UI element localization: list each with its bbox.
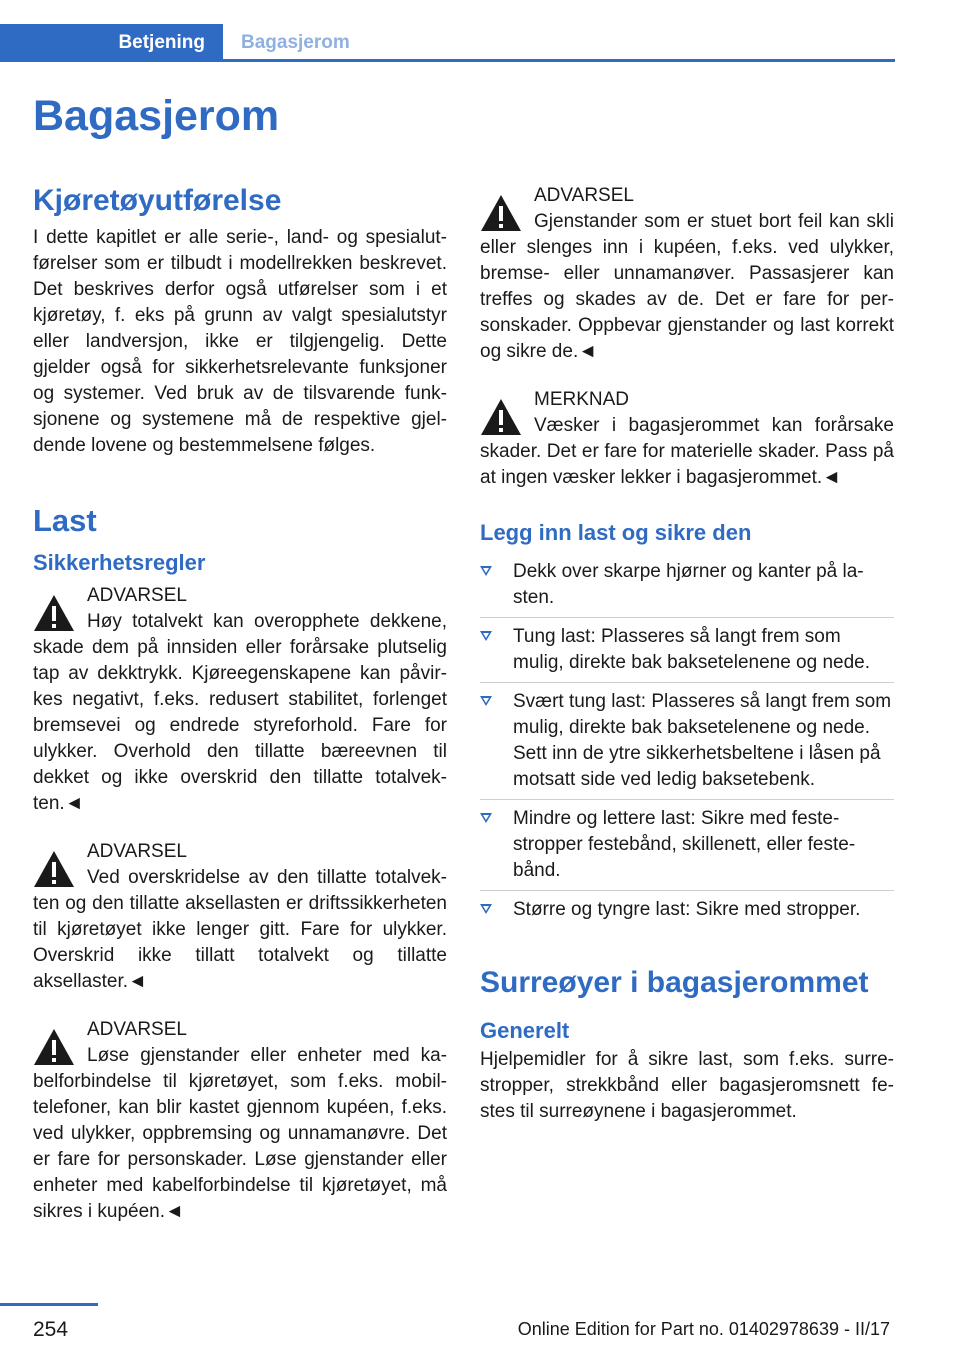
header-rule — [223, 59, 895, 62]
left-column — [33, 183, 447, 1225]
triangle-bullet-icon — [480, 813, 492, 823]
heading-safety: Sikkerhetsregler — [33, 550, 206, 575]
warning-text: Høy totalvekt kan overopphete dekkene, skade dem på innsiden eller forårsake plutselig tap av dekktrykk. Kjøreegenskapene kan påvirkes negativt, f.eks. redusert stabilitet, forlenget bremsevei og endrede styreforhold. Fare for ulykker. Overhold den tillatte bæreevnen til dekket og ikke overskrid den tillatte totalvekten.◄ — [33, 611, 447, 814]
triangle-bullet-icon — [480, 566, 492, 576]
list-item-text: Svært tung last: Plasseres så langt frem som mulig, direkte bak baksetelenene og nede. Sett inn de ytre sikkerhetsbeltene i låsen på motsatt side ved ledig baksetebenk. — [513, 691, 892, 790]
notice-text: Væsker i bagasjerommet kan forårsake skader. Det er fare for materielle skader. Pass på at ingen væsker lekker i bagasjerommet.◄ — [480, 415, 894, 488]
notice-label: MERKNAD — [534, 389, 630, 410]
warning-block — [33, 1017, 447, 1225]
load-steps-list — [480, 553, 894, 929]
tab-bagasjerom[interactable]: Bagasjerom — [241, 32, 350, 53]
warning-triangle-icon — [480, 397, 522, 437]
right-column — [480, 183, 894, 1125]
warning-triangle-icon — [33, 1027, 75, 1067]
paragraph-general: Hjelpemidler for å sikre last, som f.eks. surrestropper, strekkbånd eller bagasjeromsnett festes til surreøynene i bagasjerommet. — [480, 1049, 894, 1122]
list-item — [480, 891, 894, 929]
warning-block — [480, 183, 894, 365]
page-number: 254 — [33, 1318, 69, 1341]
warning-block — [33, 839, 447, 995]
list-item-text: Mindre og lettere last: Sikre med festestropper festebånd, skillenett, eller festebånd. — [513, 808, 856, 881]
heading-load: Legg inn last og sikre den — [480, 520, 752, 545]
edition-note: Online Edition for Part no. 01402978639 - II/17 — [517, 1319, 890, 1339]
list-item — [480, 683, 894, 800]
heading-last: Last — [33, 503, 97, 538]
warning-label: ADVARSEL — [87, 841, 187, 862]
tab-betjening-label: Betjening — [118, 32, 205, 53]
page-title: Bagasjerom — [33, 92, 280, 140]
warning-block — [33, 583, 447, 817]
warning-text: Løse gjenstander eller enheter med kabelforbindelse til kjøretøyet, som f.eks. mobiltelefoner, kan blir kastet gjennom kupéen, f.eks. ved ulykker, oppbremsing og unnamanøvre. Det er fare for personskader. Løse gjenstander eller enheter med kabelforbindelse til kjøretøyet, må sikres i kupéen.◄ — [33, 1045, 447, 1222]
list-item-text: Dekk over skarpe hjørner og kanter på lasten. — [513, 561, 864, 608]
paragraph-variant: I dette kapitlet er alle serie-, land- og spesialutførelser som er tilbudt i modellrekken beskrevet. Det beskrives derfor også utførelser som i et kjøretøy, f. eks på grunn av valgt spesialutstyr eller landversjon, ikke er tilgjengelig. Dette gjelder også for sikkerhetsrelevante funksjoner og systemer. Ved bruk av de tilsvarende funksjonene og systemene må de respektive gjeldende lovene og bestemmelsene følges. — [33, 227, 447, 456]
triangle-bullet-icon — [480, 904, 492, 914]
heading-tiedown: Surreøyer i bagasjerommet — [480, 966, 869, 999]
warning-text: Gjenstander som er stuet bort feil kan skli eller slenges inn i kupéen, f.eks. ved ulykker, bremse- eller unnamanøver. Passasjerer kan treffes og skades av de. Det er fare for personskader. Oppbevar gjenstander og last korrekt og sikre de.◄ — [480, 211, 894, 362]
warning-label: ADVARSEL — [87, 585, 187, 606]
heading-general: Generelt — [480, 1018, 570, 1043]
list-item-text: Større og tyngre last: Sikre med stropper. — [513, 899, 861, 920]
warning-label: ADVARSEL — [87, 1019, 187, 1040]
footer-rule — [0, 1303, 98, 1306]
tab-betjening[interactable] — [0, 24, 223, 62]
heading-variant: Kjøretøyutførelse — [33, 184, 282, 217]
warning-triangle-icon — [480, 193, 522, 233]
warning-label: ADVARSEL — [534, 185, 634, 206]
notice-block — [480, 387, 894, 491]
list-item-text: Tung last: Plasseres så langt frem som mulig, direkte bak baksetelenene og nede. — [513, 626, 871, 673]
warning-text: Ved overskridelse av den tillatte totalvekten og den tillatte aksellasten er driftssikkerheten til kjøretøyet ikke lenger gitt. Fare for ulykker. Overskrid ikke tillatt totalvekt og tillatte aksellaster.◄ — [33, 867, 447, 992]
list-item — [480, 618, 894, 683]
header-tabbar — [0, 24, 895, 62]
list-item — [480, 800, 894, 891]
triangle-bullet-icon — [480, 696, 492, 706]
warning-triangle-icon — [33, 849, 75, 889]
warning-triangle-icon — [33, 593, 75, 633]
triangle-bullet-icon — [480, 631, 492, 641]
list-item — [480, 553, 894, 618]
